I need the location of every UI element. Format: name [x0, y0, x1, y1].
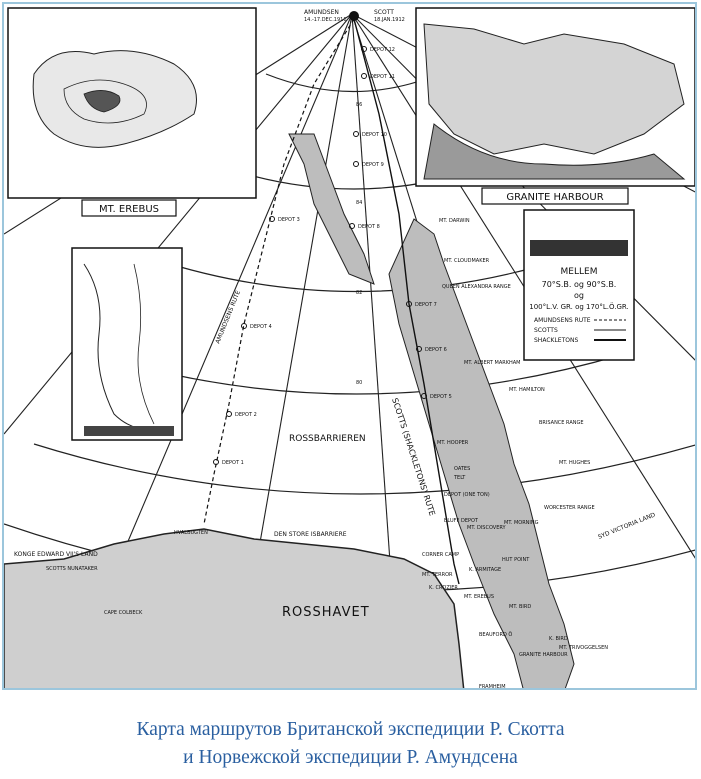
legend-line-1: MELLEM	[560, 267, 598, 277]
legend-line-3: og	[574, 291, 584, 300]
place-label: MT. BIRD	[509, 604, 532, 610]
depot-label: DEPOT 12	[370, 47, 395, 53]
place-label: MT. HUGHES	[559, 460, 591, 466]
depot-label: DEPOT 6	[425, 347, 447, 353]
lat-label: 80	[356, 380, 363, 386]
sea-label: ROSSHAVET	[282, 605, 370, 620]
place-label: K. BIRD	[549, 636, 568, 642]
place-label: DEPOT (ONE TON)	[444, 492, 490, 498]
legend-line-2: 70°S.B. og 90°S.B.	[541, 280, 617, 289]
barrier-edge-label: DEN STORE ISBARRIERE	[274, 531, 347, 538]
legend-entry-shackleton: SHACKLETONS	[534, 337, 579, 344]
place-label: MT. TERROR	[422, 572, 453, 578]
pole-date-scott: 18.JAN.1912	[374, 17, 405, 23]
barrier-label: ROSSBARRIEREN	[289, 434, 366, 444]
inset-ross-island-detail	[72, 248, 182, 440]
amundsen-depots	[214, 217, 300, 467]
depot-label: DEPOT 2	[235, 412, 257, 418]
place-label: BRISANCE RANGE	[539, 420, 584, 426]
place-label: MT. TRIVOGGELSEN	[559, 645, 608, 651]
legend-line-4: 100°L.V. GR. og 170°L.Ö.GR.	[529, 303, 629, 311]
place-label: SYD VICTORIA LAND	[597, 511, 657, 541]
lat-label: 86	[356, 102, 363, 108]
depot-label: DEPOT 1	[222, 460, 244, 466]
inset-erebus	[8, 8, 256, 216]
scott-route-label: SCOTTS (SHACKLETONS) RUTE	[390, 396, 437, 517]
place-label: HVALBUGTEN	[174, 530, 208, 536]
place-label: WORCESTER RANGE	[544, 505, 595, 511]
amundsen-route-label: AMUNDSENS RUTE	[214, 289, 243, 345]
depot-label: DEPOT 8	[358, 224, 380, 230]
map-svg	[4, 4, 697, 690]
place-label: MT. DARWIN	[439, 218, 470, 224]
place-label: SCOTTS NUNATAKER	[46, 566, 98, 572]
place-label: MT. HOOPER	[437, 440, 469, 446]
lat-label: 84	[356, 200, 363, 206]
place-label: K. ARMITAGE	[469, 567, 502, 573]
south-pole-marker	[349, 11, 359, 21]
inset-granite-title: GRANITE HARBOUR	[506, 192, 604, 203]
place-label: BLUFF DEPOT	[444, 518, 478, 524]
place-label: OATES	[454, 466, 471, 472]
place-label: CORNER CAMP	[422, 552, 460, 558]
depot-label: DEPOT 4	[250, 324, 272, 330]
depot-label: DEPOT 10	[362, 132, 387, 138]
antarctic-map	[2, 2, 697, 690]
place-label: GRANITE HARBOUR	[519, 652, 568, 658]
caption-line-2: и Норвежской экспедиции Р. Амундсена	[183, 747, 518, 768]
pole-date-amundsen: 14.-17.DEC.1911	[304, 17, 347, 23]
place-label: K. CROZIER	[429, 585, 458, 591]
place-label: HUT POINT	[502, 557, 530, 563]
place-label: MT. ALBERT MARKHAM	[464, 360, 521, 366]
depot-label: DEPOT 3	[278, 217, 300, 223]
pole-label-scott: SCOTT	[374, 9, 394, 16]
pole-label-amundsen: AMUNDSEN	[304, 9, 339, 16]
place-label: KONGE EDWARD VII'S LAND	[14, 551, 98, 558]
place-label: MT. CLOUDMAKER	[444, 258, 490, 264]
lat-label: 82	[356, 290, 363, 296]
legend-box	[524, 210, 634, 360]
inset-granite	[416, 8, 695, 204]
place-label: MT. DISCOVERY	[467, 525, 506, 531]
depot-label: DEPOT 5	[430, 394, 452, 400]
place-label: TELT	[454, 475, 466, 481]
left-coast-mountains	[289, 134, 374, 284]
place-label: QUEEN ALEXANDRA RANGE	[442, 284, 511, 290]
inset-erebus-title: MT. EREBUS	[98, 204, 160, 215]
depot-label: DEPOT 11	[370, 74, 395, 80]
place-label: FRAMHEIM	[479, 684, 506, 690]
place-label: MT. HAMILTON	[509, 387, 545, 393]
legend-entry-scott: SCOTTS	[534, 327, 558, 334]
legend-entry-amundsen: AMUNDSENS RUTE	[534, 317, 591, 324]
depot-label: DEPOT 7	[415, 302, 437, 308]
place-label: CAPE COLBECK	[104, 610, 143, 616]
place-label: MT. EREBUS	[464, 594, 495, 600]
place-label: MT. MORNING	[504, 520, 539, 526]
place-label: BEAUFORD Ö	[479, 632, 513, 638]
depot-label: DEPOT 9	[362, 162, 384, 168]
caption-line-1: Карта маршрутов Британской экспедиции Р. Скотта	[136, 719, 565, 740]
